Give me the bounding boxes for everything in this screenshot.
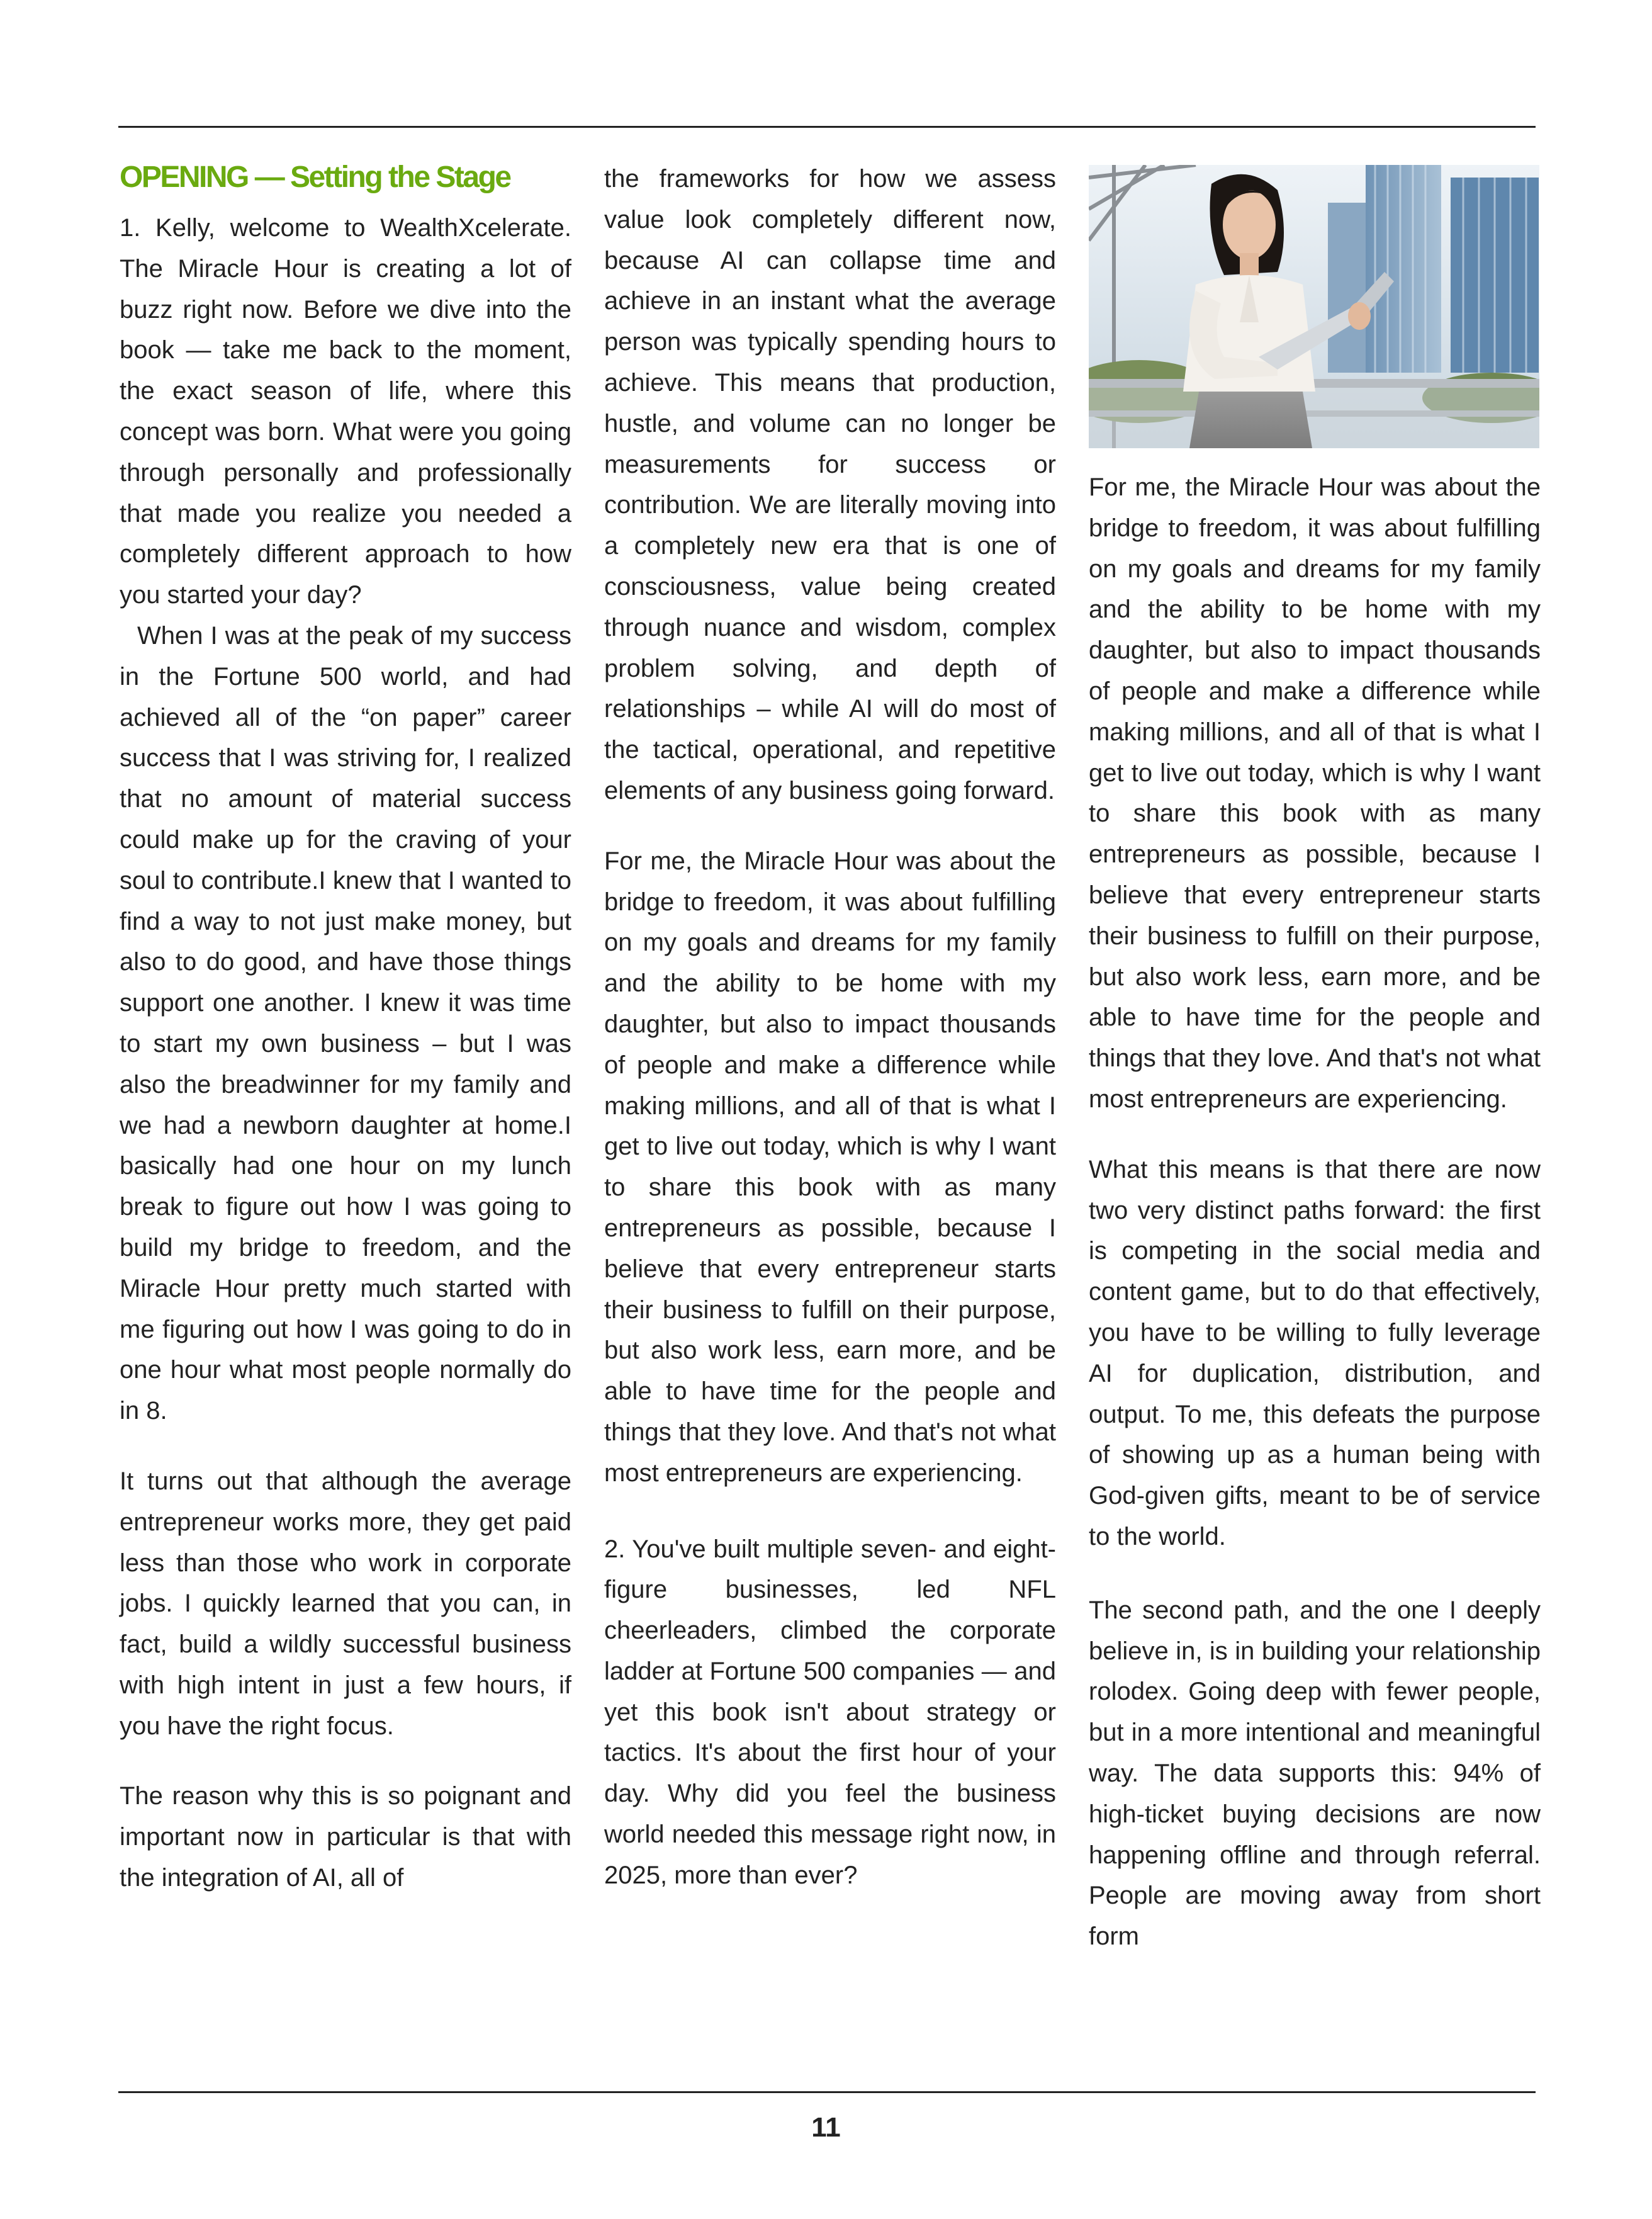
body-paragraph: The second path, and the one I deeply believe in, is in building your relationship rolodex. Going deep with fewer people, but in a more intentional and meaningful way. The data supports this: 94% of high-ticket buying decisions are now happening offline and through referral. People are moving away from short form bbox=[1089, 1596, 1541, 1951]
footer-rule bbox=[118, 2091, 1536, 2093]
column-right bbox=[1089, 467, 1541, 1987]
header-rule bbox=[118, 126, 1536, 128]
page-number: 11 bbox=[811, 2112, 841, 2143]
answer-1-paragraph: When I was at the peak of my success in the Fortune 500 world, and had achieved all of the “on paper” career success that I was striving for, I realized that no amount of material success could make up for the craving of your soul to contribute.I knew that I wanted to find a way to not just make money, but also to do good, and have those things support one another. I knew it was time to start my own business – but I was also the breadwinner for my family and we had a newborn daughter at home.I basically had one hour on my lunch break to figure out how I was going to build my bridge to freedom, and the Miracle Hour pretty much started with me figuring out how I was going to do in one hour what most people normally do in 8. bbox=[120, 621, 571, 1425]
section-heading: OPENING — Setting the Stage bbox=[120, 161, 510, 194]
body-paragraph: For me, the Miracle Hour was about the bridge to freedom, it was about fulfilling on my goals and dreams for my family and the ability to be home with my daughter, but also to impact thousands of people and make a difference while making millions, and all of that is what I get to live out today, which is why I want to share this book with as many entrepreneurs as possible, because I believe that every entrepreneur starts their business to fulfill on their purpose, but also work less, earn more, and be able to have time for the people and things that they love. And that's not what most entrepreneurs are experiencing. bbox=[604, 847, 1056, 1487]
body-paragraph: It turns out that although the average entrepreneur works more, they get paid less than those who work in corporate jobs. I quickly learned that you can, in fact, build a wildly successful business with high intent in just a few hours, if you have the right focus. bbox=[120, 1467, 571, 1740]
body-paragraph: What this means is that there are now two very distinct paths forward: the first is competing in the social media and content game, but to do that effectively, you have to be willing to fully leverage AI for duplication, distribution, and output. To me, this defeats the purpose of showing up as a human being with God-given gifts, meant to be of service to the world. bbox=[1089, 1155, 1541, 1550]
question-2: 2. You've built multiple seven- and eight-figure businesses, led NFL cheerleaders, climbed the corporate ladder at Fortune 500 companies — and yet this book isn't about strategy or tactics. It's about the first hour of your day. Why did you feel the business world needed this message right now, in 2025, more than ever? bbox=[604, 1535, 1056, 1889]
body-paragraph: The reason why this is so poignant and important now in particular is that with the integration of AI, all of bbox=[120, 1782, 571, 1892]
column-middle bbox=[604, 159, 1056, 1926]
woman-with-laptop-photo bbox=[1089, 165, 1539, 448]
question-1: 1. Kelly, welcome to WealthXcelerate. The Miracle Hour is creating a lot of buzz right now. Before we dive into the book — take me back to the moment, the exact season of life, where this concept was born. What were you going through personally and professionally that made you realize you needed a completely different approach to how you started your day? bbox=[120, 214, 571, 609]
body-paragraph: For me, the Miracle Hour was about the bridge to freedom, it was about fulfilling on my goals and dreams for my family and the ability to be home with my daughter, but also to impact thousands of people and make a difference while making millions, and all of that is what I get to live out today, which is why I want to share this book with as many entrepreneurs as possible, because I believe that every entrepreneur starts their business to fulfill on their purpose, but also work less, earn more, and be able to have time for the people and things that they love. And that's not what most entrepreneurs are experiencing. bbox=[1089, 473, 1541, 1113]
column-left bbox=[120, 157, 571, 1928]
body-paragraph: the frameworks for how we assess value look completely different now, because AI can collapse time and achieve in an instant what the average person was typically spending hours to achieve. This means that production, hustle, and volume can no longer be measurements for success or contribution. We are literally moving into a completely new era that is one of consciousness, value being created through nuance and wisdom, complex problem solving, and depth of relationships – while AI will do most of the tactical, operational, and repetitive elements of any business going forward. bbox=[604, 165, 1056, 805]
